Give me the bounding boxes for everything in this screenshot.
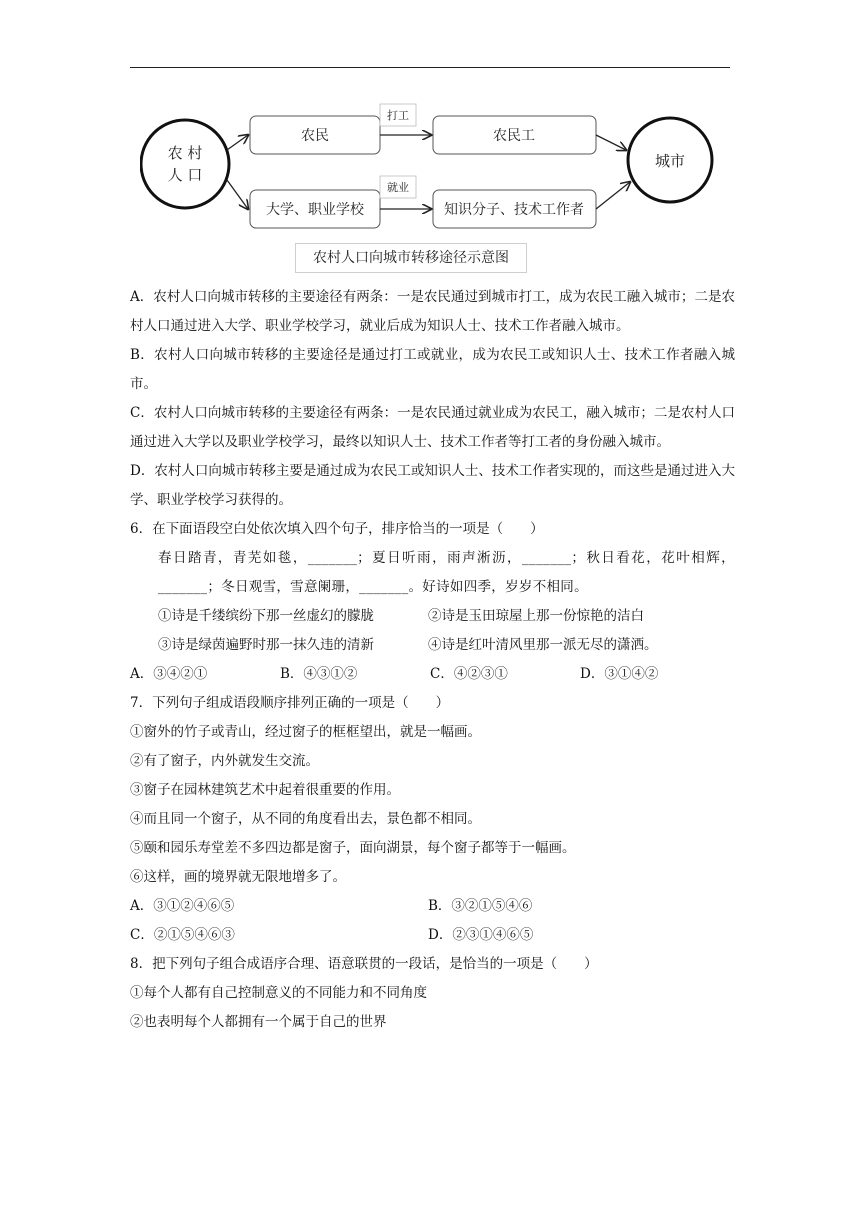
- arrow-intellectuals-to-city: [596, 182, 630, 209]
- header-rule: [130, 67, 730, 68]
- q7-sentence-4: ④而且同一个窗子，从不同的角度看出去，景色都不相同。: [130, 811, 481, 827]
- diagram-caption-box: [295, 243, 527, 273]
- q7-sentence-5: ⑤颐和园乐寿堂差不多四边都是窗子，面向湖景，每个窗子都等于一幅画。: [130, 840, 576, 856]
- arrow-workers-to-city: [596, 135, 626, 150]
- work-tag-label: 打工: [387, 109, 409, 122]
- q5-option-d: D．农村人口向城市转移主要是通过成为农民工或知识人士、技术工作者实现的，而这些是通过进入大学、职业学校学习获得的。: [130, 463, 735, 508]
- arrow-rural-to-peasants: [227, 135, 248, 150]
- q7-sentence-1: ①窗外的竹子或青山，经过窗子的框框望出，就是一幅画。: [130, 724, 481, 740]
- arrow-rural-to-university: [227, 180, 248, 209]
- q7-sentence-6: ⑥这样，画的境界就无限地增多了。: [130, 869, 346, 885]
- rural-population-node: [141, 120, 229, 208]
- q7-options-row2: [130, 921, 735, 950]
- q6-sentence-4: ④诗是红叶清风里那一派无尽的潇洒。: [428, 637, 658, 653]
- q7-sentence-3: ③窗子在园林建筑艺术中起着很重要的作用。: [130, 782, 400, 798]
- university-label: 大学、职业学校: [266, 202, 364, 218]
- q7-option-b[interactable]: B．③②①⑤④⑥: [428, 898, 533, 914]
- migrant-workers-label: 农民工: [493, 128, 535, 144]
- q6-sentences-row2: [130, 631, 735, 660]
- rural-population-label-line1: 农 村: [167, 144, 203, 162]
- q5-option-c: C．农村人口向城市转移的主要途径有两条：一是农民通过就业成为农民工，融入城市；二是农村人口通过进入大学以及职业学校学习，最终以知识人士、技术工作者等打工者的身份融入城市。: [130, 405, 735, 450]
- q5-option-a: A．农村人口向城市转移的主要途径有两条：一是农民通过到城市打工，成为农民工融入城市；二是农村人口通过进入大学、职业学校学习，就业后成为知识人士、技术工作者融入城市。: [130, 289, 735, 334]
- q8-sentence-1: ①每个人都有自己控制意义的不同能力和不同角度: [130, 985, 427, 1001]
- q6-option-c[interactable]: C．④②③①: [430, 666, 508, 682]
- intellectuals-label: 知识分子、技术工作者: [444, 202, 584, 218]
- peasants-label: 农民: [301, 128, 329, 144]
- q8-stem: 8．把下列句子组合成语序合理、语意联贯的一段话，是恰当的一项是（ ）: [130, 956, 598, 972]
- q6-options: [130, 660, 735, 689]
- q7-stem: 7．下列句子组成语段顺序排列正确的一项是（ ）: [130, 695, 450, 711]
- q7-sentence-2: ②有了窗子，内外就发生交流。: [130, 753, 319, 769]
- q6-option-d[interactable]: D．③①④②: [580, 666, 659, 682]
- q8-sentence-2: ②也表明每个人都拥有一个属于自己的世界: [130, 1014, 387, 1030]
- q7-option-a[interactable]: A．③①②④⑥⑤: [130, 898, 235, 914]
- employment-tag-label: 就业: [387, 181, 409, 194]
- question-content: [130, 283, 735, 1037]
- q6-sentence-3: ③诗是绿茵遍野时那一抹久违的清新: [158, 637, 374, 653]
- q5-option-b: B．农村人口向城市转移的主要途径是通过打工或就业，成为农民工或知识人士、技术工作者融入城市。: [130, 347, 735, 392]
- q6-option-a[interactable]: A．③④②①: [130, 666, 208, 682]
- rural-population-label-line2: 人 口: [167, 166, 203, 184]
- q6-sentences-row1: [130, 602, 735, 631]
- city-label: 城市: [654, 152, 686, 170]
- q7-options-row1: [130, 892, 735, 921]
- q6-sentence-2: ②诗是玉田琼屋上那一份惊艳的洁白: [428, 608, 644, 624]
- q7-option-c[interactable]: C．②①⑤④⑥③: [130, 927, 235, 943]
- q6-sentence-1: ①诗是千缕缤纷下那一丝虚幻的朦胧: [158, 608, 374, 624]
- q6-passage: 春日踏青，青芜如毯，_______；夏日听雨，雨声淅沥，_______；秋日看花，花叶相辉，_______；冬日观雪，雪意阑珊，_______。好诗如四季，岁岁不相同。: [158, 550, 735, 595]
- q7-option-d[interactable]: D．②③①④⑥⑤: [428, 927, 534, 943]
- diagram-caption: 农村人口向城市转移途径示意图: [313, 250, 509, 266]
- q6-option-b[interactable]: B．④③①②: [280, 666, 358, 682]
- q6-stem: 6．在下面语段空白处依次填入四个句子，排序恰当的一项是（ ）: [130, 521, 544, 537]
